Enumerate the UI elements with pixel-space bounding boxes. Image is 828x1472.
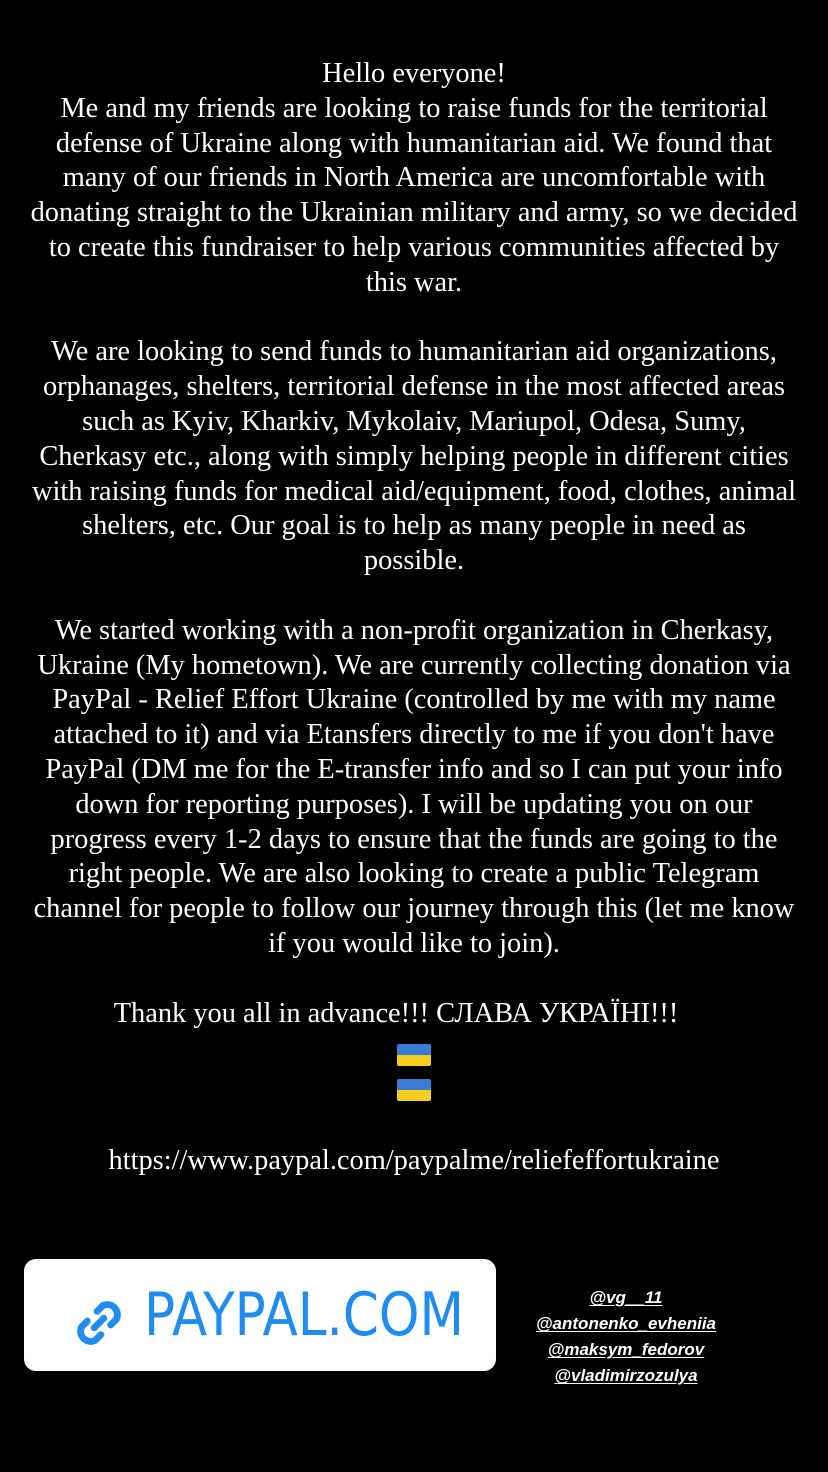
ukraine-flag-icon — [397, 1079, 431, 1101]
paragraph-donation-info: We started working with a non-profit organization in Cherkasy, Ukraine (My hometown). We are currently collecting donation via PayPal - Relief Effort Ukraine (controlled by me with my name attached to it) and via Etansfers directly to me if you don't have PayPal (DM me for the E-transfer info and so I can put your info down for reporting purposes). I will be updating you on our progress every 1-2 days to ensure that the funds are going to the right people. We are also looking to create a public Telegram channel for people to follow our journey through this (let me know if you would like to join). — [33, 614, 795, 959]
thanks-line — [30, 997, 798, 1032]
paragraph-goals: We are looking to send funds to humanitarian aid organizations, orphanages, shelters, territorial defense in the most affected areas such as Kyiv, Kharkiv, Mykolaiv, Mariupol, Odesa, Sumy, Cherkasy etc., along with simply helping people in different cities with raising funds for medical aid/equipment, food, clothes, animal shelters, etc. Our goal is to help as many people in need as possible. — [32, 336, 796, 577]
link-icon — [68, 1292, 130, 1354]
mention-list — [506, 1285, 746, 1389]
link-sticker-label: PAYPAL.COM — [144, 1280, 465, 1350]
story-text-block — [30, 57, 798, 1179]
paragraph-intro: Me and my friends are looking to raise funds for the territorial defense of Ukraine along with humanitarian aid. We found that many of our friends in North America are uncomfortable with donating straight to the Ukrainian military and army, so we decided to create this fundraiser to help various communities affected by this war. — [30, 92, 798, 298]
paypal-url-text: https://www.paypal.com/paypalme/reliefeffortukraine — [108, 1144, 720, 1176]
mention-maksym-fedorov[interactable]: @maksym_fedorov — [547, 1340, 705, 1359]
ukraine-flag-icon — [679, 1002, 713, 1024]
mention-antonenko-evheniia[interactable]: @antonenko_evheniia — [535, 1314, 716, 1333]
mention-vg-11[interactable]: @vg__11 — [589, 1288, 663, 1307]
ukraine-flag-icon — [397, 1044, 431, 1066]
greeting: Hello everyone! — [322, 58, 506, 89]
paypal-link-sticker[interactable] — [24, 1259, 496, 1371]
thanks-text: Thank you all in advance!!! СЛАВА УКРАЇНІ!!! — [113, 997, 679, 1029]
mention-vladimirzozulya[interactable]: @vladimirzozulya — [554, 1366, 698, 1385]
